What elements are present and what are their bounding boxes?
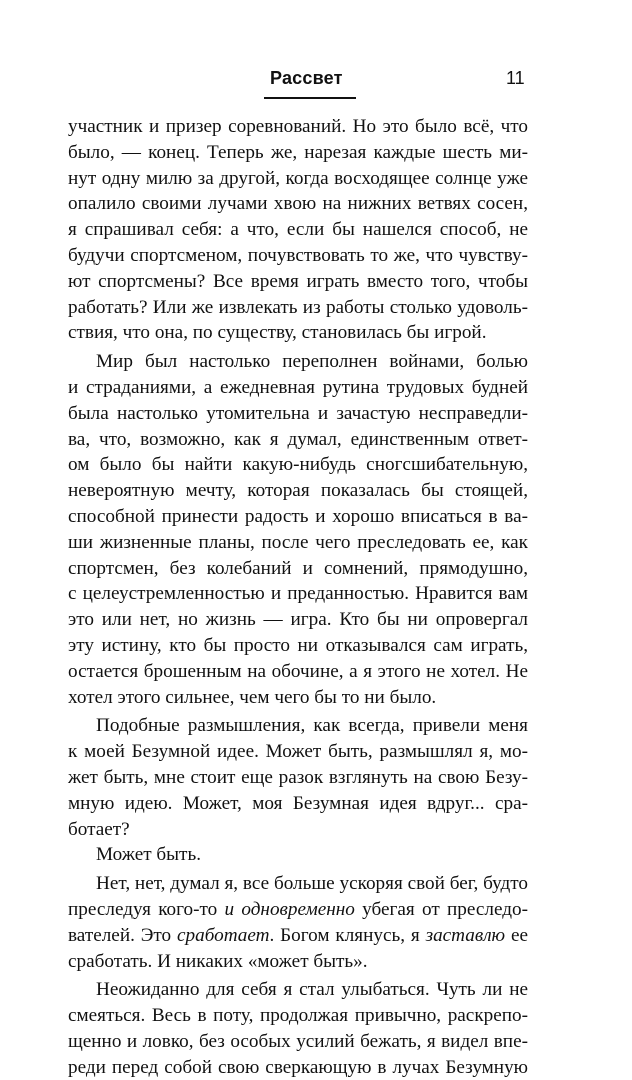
text-line (68, 949, 528, 975)
text-segment: была настолько утомительна и зачастую несправедли- (68, 402, 528, 424)
text-line (68, 842, 528, 868)
text-line (68, 791, 528, 817)
text-segment: будучи спортсменом, почувствовать то же, что чувству- (68, 244, 528, 266)
page-number: 11 (506, 68, 525, 88)
text-line (68, 269, 528, 295)
text-line (68, 530, 528, 556)
text-line (68, 607, 528, 633)
text-line (68, 166, 528, 192)
text-line (68, 581, 528, 607)
text-line (68, 1003, 528, 1029)
text-segment: Подобные размышления, как всегда, привели меня (96, 715, 528, 737)
text-segment: убегая от преследо- (354, 898, 528, 920)
text-segment: нут одну милю за другой, когда восходящее солнце уже (68, 167, 528, 189)
text-segment: эту истину, кто бы просто ни отказывался сам играть, (68, 634, 528, 656)
text-line (68, 217, 528, 243)
text-line (68, 401, 528, 427)
text-segment: смеяться. Весь в поту, продолжая привычно, раскрепо- (68, 1005, 528, 1027)
text-segment: . Богом клянусь, я (269, 924, 426, 946)
text-segment: работать? Или же извлекать из работы столько удоволь- (68, 296, 528, 318)
italic-text: заставлю (425, 924, 506, 946)
italic-text: и одновременно (224, 898, 355, 920)
text-segment: ее (505, 924, 528, 946)
text-line (68, 713, 528, 739)
running-title-underline (264, 97, 356, 99)
text-segment: это или нет, но жизнь — игра. Кто бы ни опровергал (68, 609, 528, 631)
text-line (68, 1055, 528, 1080)
text-line (68, 659, 528, 685)
text-line (68, 295, 528, 321)
text-line (68, 243, 528, 269)
text-line (68, 427, 528, 453)
text-segment: остается брошенным на обочине, а я этого не хотел. Не (68, 660, 528, 682)
text-line (68, 739, 528, 765)
text-segment: реди перед собой свою сверкающую в лучах Безумную (68, 1056, 528, 1078)
text-line (68, 140, 528, 166)
text-segment: ши жизненные планы, после чего преследовать ее, как (68, 531, 528, 553)
text-segment: ва, что, возможно, как я думал, единственным ответ- (68, 428, 528, 450)
text-line (68, 504, 528, 530)
running-head (64, 58, 524, 98)
text-segment: ом было бы найти какую-нибудь сногсшибательную, (68, 454, 528, 476)
body-text (68, 114, 528, 1080)
text-segment: я спрашивал себя: а что, если бы нашелся способ, не (68, 219, 528, 241)
text-segment: ствия, что она, по существу, становилась бы игрой. (68, 322, 487, 344)
text-segment: и страданиями, а ежедневная рутина трудовых будней (68, 376, 528, 398)
text-segment: преследуя кого-то (68, 898, 225, 920)
text-segment: сработать. И никаких «может быть». (68, 950, 368, 972)
text-segment: Может быть. (96, 844, 201, 866)
text-line (68, 817, 528, 843)
text-line (68, 478, 528, 504)
text-line (68, 191, 528, 217)
text-segment: ботает? (68, 818, 130, 840)
text-line (68, 765, 528, 791)
text-line (68, 685, 528, 711)
text-segment: жет быть, мне стоит еще разок взглянуть на свою Безу- (68, 766, 528, 788)
text-segment: Нет, нет, думал я, все больше ускоряя свой бег, будто (96, 873, 528, 895)
text-segment: с целеустремленностью и преданностью. Нравится вам (68, 583, 528, 605)
text-segment: к моей Безумной идее. Может быть, размышлял я, мо- (68, 741, 528, 763)
text-segment: опалило своими лучами хвою на нижних ветвях сосен, (68, 193, 528, 215)
text-segment: участник и призер соревнований. Но это было всё, что (68, 116, 528, 137)
text-segment: Неожиданно для себя я стал улыбаться. Чуть ли не (96, 979, 528, 1001)
text-segment: спортсмен, без колебаний и сомнений, прямодушно, (68, 557, 528, 579)
text-line (68, 320, 528, 346)
running-title: Рассвет (270, 68, 343, 88)
text-segment: вателей. Это (68, 924, 177, 946)
text-segment: Мир был настолько переполнен войнами, болью (96, 351, 528, 373)
text-line (68, 897, 528, 923)
text-segment: щенно и ловко, без особых усилий бежать, я видел впе- (68, 1030, 528, 1052)
text-line (68, 977, 528, 1003)
text-line (68, 923, 528, 949)
italic-text: сработает (177, 924, 270, 946)
text-line (68, 114, 528, 140)
text-line (68, 871, 528, 897)
text-segment: хотел этого сильнее, чем чего бы то ни было. (68, 686, 437, 708)
text-segment: способной принести радость и хорошо вписаться в ва- (68, 505, 528, 527)
text-line (68, 375, 528, 401)
text-segment: было, — конец. Теперь же, нарезая каждые шесть ми- (68, 141, 528, 163)
text-segment: невероятную мечту, которая показалась бы стоящей, (68, 480, 528, 502)
text-segment: мную идею. Может, моя Безумная идея вдруг... сра- (68, 792, 528, 814)
text-line (68, 452, 528, 478)
text-line (68, 349, 528, 375)
text-segment: ют спортсмены? Все время играть вместо того, чтобы (68, 270, 528, 292)
text-line (68, 556, 528, 582)
text-line (68, 1029, 528, 1055)
text-line (68, 633, 528, 659)
